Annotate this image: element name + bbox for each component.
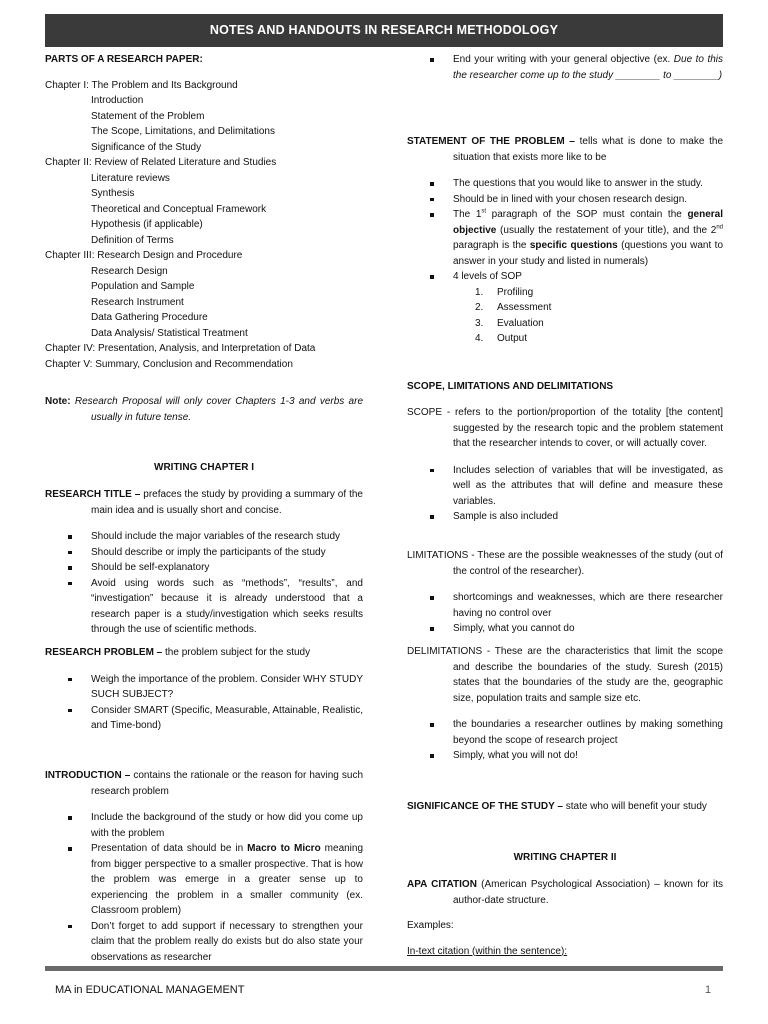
limitations-section [407, 548, 723, 637]
list-item: Should be in lined with your chosen research design. [407, 192, 723, 208]
definition: tells what is done to make the situation that exists more like to be [453, 136, 724, 163]
chapter-item: Research Instrument [91, 296, 184, 308]
definition: (American Psychological Association) – known for its author-date structure. [453, 879, 723, 906]
term: RESEARCH PROBLEM – [45, 647, 163, 658]
limitations-lead: LIMITATIONS - These are the possible weaknesses of the study (out of the control of the researcher). [407, 550, 723, 577]
chapter-item: Introduction [91, 95, 144, 106]
note-paragraph [45, 394, 363, 425]
research-title-section [45, 487, 363, 638]
research-problem-section [45, 645, 363, 734]
level-item: 4. Output [475, 333, 528, 344]
apa-definition [407, 877, 723, 908]
document-title: NOTES AND HANDOUTS IN RESEARCH METHODOLOGY [45, 14, 723, 47]
examples-label: Examples: [407, 920, 454, 931]
note-text: Research Proposal will only cover Chapters 1-3 and verbs are usually in future tense. [74, 396, 364, 423]
apa-section [407, 877, 723, 959]
level-item: 2. Assessment [475, 302, 552, 313]
significance-section [407, 799, 723, 815]
delimitations-lead: DELIMITATIONS - These are the characteristics that limit the scope and describe the boundaries of the study. Suresh (2015) states that the boundaries of the study are the, geographic size, population traits and sample size etc. [407, 646, 723, 704]
term: APA CITATION [407, 879, 477, 890]
chapter-title: Chapter II: Review of Related Literature and Studies [45, 157, 277, 168]
chapter-item: Synthesis [91, 188, 135, 199]
list-item: Should describe or imply the participants of the study [45, 545, 363, 561]
sop-section [407, 134, 723, 347]
research-title-definition [45, 487, 363, 518]
list-item: shortcomings and weaknesses, which are there researcher having no control over [407, 590, 723, 621]
list-item: Don’t forget to add support if necessary to strengthen your claim that the problem really do exists but do also state your observations as researcher [45, 919, 363, 966]
definition: state who will benefit your study [565, 801, 707, 812]
end-writing-list [407, 52, 723, 83]
list-item: the boundaries a researcher outlines by making something beyond the scope of research project [407, 717, 723, 748]
scope-lead: SCOPE - refers to the portion/proportion of the totality [the content] suggested by the research topic and the problem statement that the researcher intends to cover, or will actually cover. [407, 407, 723, 449]
list-item: 4 levels of SOP [407, 269, 723, 285]
level-item: 3. Evaluation [475, 317, 544, 329]
list-item: The 1st paragraph of the SOP must contain the general objective (usually the restatement of your title), and the 2nd paragraph is the specific questions (questions you want to answer in your study and listed in numerals) [407, 207, 723, 269]
term: RESEARCH TITLE – [45, 489, 141, 500]
chapter-title: Chapter III: Research Design and Procedure [45, 250, 243, 261]
writing-chapter-2-heading: WRITING CHAPTER II [513, 852, 617, 863]
level-item: 1. Profiling [475, 286, 534, 298]
chapter-title: Chapter IV: Presentation, Analysis, and Interpretation of Data [45, 343, 316, 354]
list-item: Consider SMART (Specific, Measurable, Attainable, Realistic, and Time-bond) [45, 703, 363, 734]
intext-citation-label: In-text citation (within the sentence): [407, 945, 568, 957]
term: STATEMENT OF THE PROBLEM – [407, 136, 575, 147]
list-item: Simply, what you cannot do [407, 621, 723, 637]
chapter-item: Research Design [91, 265, 168, 277]
sop-levels [407, 285, 723, 347]
chapter-title: Chapter V: Summary, Conclusion and Recommendation [45, 358, 293, 370]
list-item: End your writing with your general objective (ex. Due to this the researcher come up to the study ________ to ________) [407, 52, 723, 83]
definition: the problem subject for the study [165, 647, 311, 658]
term: INTRODUCTION – [45, 770, 131, 781]
list-item: Includes selection of variables that will be investigated, as well as the attributes that will define and measure these variables. [407, 463, 723, 510]
chapter-item: Population and Sample [91, 281, 195, 292]
chapter-item: Theoretical and Conceptual Framework [91, 203, 267, 215]
footer-program: MA in EDUCATIONAL MANAGEMENT [55, 984, 245, 996]
list-item: Sample is also included [407, 509, 723, 525]
parts-section [45, 52, 363, 372]
list-item: Should be self-explanatory [45, 560, 363, 576]
chapter-item: Hypothesis (if applicable) [91, 219, 203, 230]
definition: prefaces the study by providing a summary of the main idea and is usually short and concise. [91, 489, 363, 516]
chapter-title: Chapter I: The Problem and Its Background [45, 79, 238, 91]
list-item: Should include the major variables of the research study [45, 529, 363, 545]
term: SIGNIFICANCE OF THE STUDY – [407, 801, 563, 812]
introduction-section [45, 768, 363, 965]
chapter-item: Data Analysis/ Statistical Treatment [91, 327, 248, 339]
footer-rule [45, 966, 723, 971]
list-item: Simply, what you will not do! [407, 748, 723, 764]
definition: contains the rationale or the reason for having such research problem [91, 770, 364, 797]
list-item: The questions that you would like to answer in the study. [407, 176, 723, 192]
list-item: Include the background of the study or how did you come up with the problem [45, 810, 363, 841]
chapter-item: Literature reviews [91, 172, 170, 184]
chapter-item: The Scope, Limitations, and Delimitations [91, 126, 275, 137]
sop-definition [407, 134, 723, 165]
chapter-item: Statement of the Problem [91, 110, 205, 122]
scope-section [407, 405, 723, 525]
chapter-item: Data Gathering Procedure [91, 312, 208, 323]
chapter-item: Definition of Terms [91, 234, 174, 246]
list-item: Presentation of data should be in Macro to Micro meaning from bigger perspective to a smaller prospective. That is how the problem was emerge in a greater sense up to experiencing the problem in a smaller community (ex. Classroom problem) [45, 841, 363, 919]
scope-heading: SCOPE, LIMITATIONS AND DELIMITATIONS [407, 381, 614, 392]
introduction-definition [45, 768, 363, 799]
page-number: 1 [705, 984, 712, 996]
chapter-item: Significance of the Study [91, 141, 202, 153]
delimitations-section [407, 644, 723, 764]
research-problem-definition [45, 645, 363, 661]
list-item: Weigh the importance of the problem. Consider WHY STUDY SUCH SUBJECT? [45, 672, 363, 703]
list-item: Avoid using words such as “methods”, “results”, and “investigation” because it is already understood that a research paper is a study/investigation which seeks results through the use of scientific methods. [45, 576, 363, 638]
parts-heading: PARTS OF A RESEARCH PAPER: [45, 54, 203, 65]
note-label: Note: [45, 396, 71, 407]
writing-chapter-1-heading: WRITING CHAPTER I [154, 462, 254, 473]
